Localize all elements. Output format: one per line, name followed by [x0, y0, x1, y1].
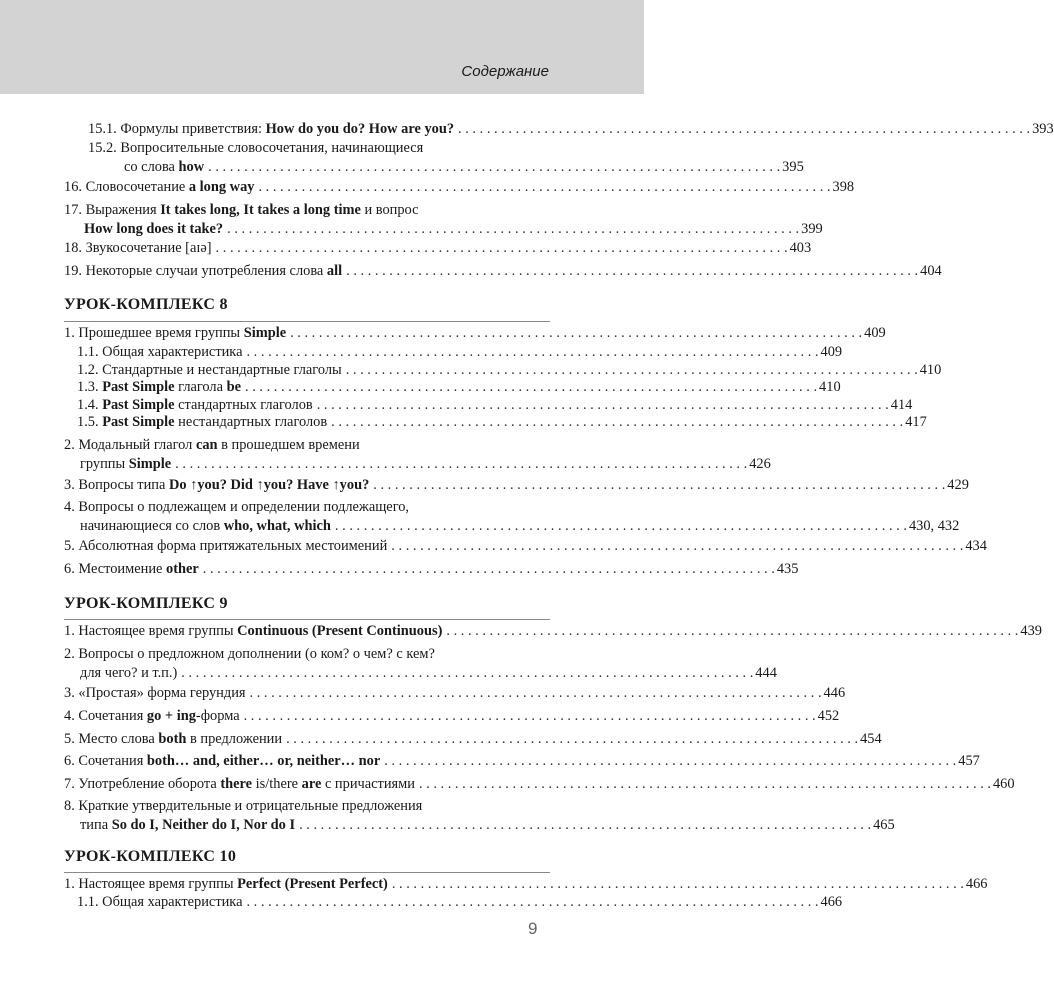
- bold-term: how: [178, 159, 205, 175]
- toc-entry-title: [80, 517, 331, 536]
- toc-entry[interactable]: [64, 324, 886, 343]
- toc-entry-title: [64, 730, 282, 749]
- page-ref: 466: [965, 876, 988, 892]
- dot-leader: . . . . . . . . . . . . . . . . . . . . . . . . . . . . . . . . . . . . . . . . . . . . . . . . . . . . . . . . . . . . . . . . . . . . . . . . . . . . . . . .: [249, 685, 822, 701]
- toc-entry[interactable]: [64, 537, 987, 556]
- dot-leader: . . . . . . . . . . . . . . . . . . . . . . . . . . . . . . . . . . . . . . . . . . . . . . . . . . . . . . . . . . . . . . . . . . . . . . . . . . . . . . . .: [290, 325, 863, 341]
- title-text: типа: [80, 817, 112, 833]
- toc-entry[interactable]: [64, 498, 960, 536]
- bold-term: Simple: [128, 456, 172, 472]
- bold-term: be: [226, 379, 242, 395]
- toc-entry-title: [77, 893, 242, 912]
- page-ref: 399: [801, 221, 823, 237]
- bold-term: both… and, either… or, neither… nor: [146, 753, 381, 769]
- toc-entry[interactable]: [64, 752, 980, 771]
- title-text: 15.1. Формулы приветствия:: [88, 121, 266, 137]
- dot-leader: . . . . . . . . . . . . . . . . . . . . . . . . . . . . . . . . . . . . . . . . . . . . . . . . . . . . . . . . . . . . . . . . . . . . . . . . . . . . . . . .: [391, 538, 964, 554]
- section-heading: УРОК-КОМПЛЕКС 8: [64, 296, 228, 313]
- bold-term: all: [326, 263, 343, 279]
- title-text: 2. Вопросы о предложном дополнении (о ком? о чем? с кем?: [64, 646, 435, 662]
- title-text: глагола: [174, 379, 227, 395]
- dot-leader: . . . . . . . . . . . . . . . . . . . . . . . . . . . . . . . . . . . . . . . . . . . . . . . . . . . . . . . . . . . . . . . . . . . . . . . . . . . . . . . .: [331, 414, 904, 430]
- toc-entry[interactable]: [64, 139, 804, 177]
- page-ref: 457: [958, 753, 980, 769]
- title-text: 19. Некоторые случаи употребления слова: [64, 263, 327, 279]
- dot-leader: . . . . . . . . . . . . . . . . . . . . . . . . . . . . . . . . . . . . . . . . . . . . . . . . . . . . . . . . . . . . . . . . . . . . . . . . . . . . . . . .: [418, 776, 991, 792]
- dot-leader: . . . . . . . . . . . . . . . . . . . . . . . . . . . . . . . . . . . . . . . . . . . . . . . . . . . . . . . . . . . . . . . . . . . . . . . . . . . . . . . .: [258, 179, 831, 195]
- dot-leader: . . . . . . . . . . . . . . . . . . . . . . . . . . . . . . . . . . . . . . . . . . . . . . . . . . . . . . . . . . . . . . . . . . . . . . . . . . . . . . . .: [345, 362, 918, 378]
- toc-entry-title: [80, 816, 295, 835]
- toc-entry-title: [77, 413, 327, 432]
- toc-entry-title: [64, 752, 380, 771]
- toc-entry-title: [64, 262, 342, 281]
- dot-leader: . . . . . . . . . . . . . . . . . . . . . . . . . . . . . . . . . . . . . . . . . . . . . . . . . . . . . . . . . . . . . . . . . . . . . . . . . . . . . . . .: [246, 894, 819, 910]
- title-text: в предложении: [186, 731, 283, 747]
- title-text: 1.4.: [77, 397, 103, 413]
- page-ref: 465: [873, 817, 895, 833]
- toc-entry-title: [64, 239, 212, 258]
- page-ref: 434: [965, 538, 987, 554]
- toc-entry-title: [80, 664, 177, 683]
- page-ref: 398: [832, 179, 855, 195]
- title-text: 4. Вопросы о подлежащем и определении подлежащего,: [64, 499, 410, 515]
- dot-leader: . . . . . . . . . . . . . . . . . . . . . . . . . . . . . . . . . . . . . . . . . . . . . . . . . . . . . . . . . . . . . . . . . . . . . . . . . . . . . . . .: [215, 240, 788, 256]
- toc-entry[interactable]: [64, 893, 843, 912]
- toc-entry-title: [88, 140, 423, 156]
- toc-entry-title: [64, 707, 240, 726]
- toc-entry-title: [64, 622, 442, 641]
- title-text: 1.1. Общая характеристика: [77, 344, 243, 360]
- toc-entry[interactable]: [64, 707, 840, 726]
- section-divider: [64, 321, 550, 322]
- bold-term: It takes long, It takes a long time: [160, 202, 361, 218]
- dot-leader: . . . . . . . . . . . . . . . . . . . . . . . . . . . . . . . . . . . . . . . . . . . . . . . . . . . . . . . . . . . . . . . . . . . . . . . . . . . . . . . .: [391, 876, 964, 892]
- page-ref: 454: [860, 731, 882, 747]
- title-text: 1. Настоящее время группы: [64, 623, 238, 639]
- dot-leader: . . . . . . . . . . . . . . . . . . . . . . . . . . . . . . . . . . . . . . . . . . . . . . . . . . . . . . . . . . . . . . . . . . . . . . . . . . . . . . . .: [384, 753, 957, 769]
- title-text: 1.2. Стандартные и нестандартные глаголы: [77, 362, 342, 378]
- title-text: 17. Выражения: [64, 202, 161, 218]
- dot-leader: . . . . . . . . . . . . . . . . . . . . . . . . . . . . . . . . . . . . . . . . . . . . . . . . . . . . . . . . . . . . . . . . . . . . . . . . . . . . . . . .: [202, 561, 775, 577]
- page-ref: 446: [823, 685, 846, 701]
- running-header-title: Содержание: [461, 63, 549, 80]
- title-text: 8. Краткие утвердительные и отрицательные предложения: [64, 798, 423, 814]
- toc-entry-title: [77, 343, 242, 362]
- bold-term: Past Simple: [102, 414, 175, 430]
- toc-entry-title: [64, 875, 388, 894]
- title-text: 1. Прошедшее время группы: [64, 325, 244, 341]
- dot-leader: . . . . . . . . . . . . . . . . . . . . . . . . . . . . . . . . . . . . . . . . . . . . . . . . . . . . . . . . . . . . . . . . . . . . . . . . . . . . . . . .: [181, 665, 754, 681]
- title-text: 6. Сочетания: [64, 753, 147, 769]
- page-ref: 452: [817, 708, 840, 724]
- title-text: 1. Настоящее время группы: [64, 876, 238, 892]
- toc-entry[interactable]: [64, 775, 1015, 794]
- toc-entry-title: [124, 158, 204, 177]
- dot-leader: . . . . . . . . . . . . . . . . . . . . . . . . . . . . . . . . . . . . . . . . . . . . . . . . . . . . . . . . . . . . . . . . . . . . . . . . . . . . . . . .: [346, 263, 919, 279]
- title-text: 6. Местоимение: [64, 561, 167, 577]
- toc-entry[interactable]: [64, 343, 843, 362]
- bold-term: So do I, Neither do I, Nor do I: [111, 817, 296, 833]
- title-text: 1.1. Общая характеристика: [77, 894, 243, 910]
- bold-term: Simple: [243, 325, 287, 341]
- toc-entry-title: [64, 775, 415, 794]
- toc-entry-title: [64, 202, 419, 218]
- toc-entry-title: [88, 120, 454, 139]
- page-ref: 393: [1032, 121, 1054, 137]
- dot-leader: . . . . . . . . . . . . . . . . . . . . . . . . . . . . . . . . . . . . . . . . . . . . . . . . . . . . . . . . . . . . . . . . . . . . . . . . . . . . . . . .: [446, 623, 1019, 639]
- toc-entry[interactable]: [64, 560, 799, 579]
- title-text: 4. Сочетания: [64, 708, 147, 724]
- dot-leader: . . . . . . . . . . . . . . . . . . . . . . . . . . . . . . . . . . . . . . . . . . . . . . . . . . . . . . . . . . . . . . . . . . . . . . . . . . . . . . . .: [246, 344, 819, 360]
- page-ref: 460: [992, 776, 1015, 792]
- title-text: 3. Вопросы типа: [64, 477, 169, 493]
- title-text: 16. Словосочетание: [64, 179, 189, 195]
- page-ref: 403: [789, 240, 812, 256]
- toc-entry[interactable]: [64, 730, 882, 749]
- toc-entry[interactable]: [64, 262, 942, 281]
- bold-term: Past Simple: [102, 397, 175, 413]
- bold-term: a long way: [188, 179, 255, 195]
- toc-entry[interactable]: [64, 378, 841, 397]
- bold-term: How long does it take?: [84, 221, 224, 237]
- dot-leader: . . . . . . . . . . . . . . . . . . . . . . . . . . . . . . . . . . . . . . . . . . . . . . . . . . . . . . . . . . . . . . . . . . . . . . . . . . . . . . . .: [227, 221, 800, 237]
- dot-leader: . . . . . . . . . . . . . . . . . . . . . . . . . . . . . . . . . . . . . . . . . . . . . . . . . . . . . . . . . . . . . . . . . . . . . . . . . . . . . . . .: [316, 397, 889, 413]
- toc-entry-title: [64, 476, 369, 495]
- dot-leader: . . . . . . . . . . . . . . . . . . . . . . . . . . . . . . . . . . . . . . . . . . . . . . . . . . . . . . . . . . . . . . . . . . . . . . . . . . . . . . . .: [243, 708, 816, 724]
- section-divider: [64, 619, 550, 620]
- title-text: -форма: [195, 708, 240, 724]
- page-ref: 417: [905, 414, 927, 430]
- title-text: и вопрос: [360, 202, 419, 218]
- bold-term: Perfect (Present Perfect): [237, 876, 388, 892]
- dot-leader: . . . . . . . . . . . . . . . . . . . . . . . . . . . . . . . . . . . . . . . . . . . . . . . . . . . . . . . . . . . . . . . . . . . . . . . . . . . . . . . .: [373, 477, 946, 493]
- bold-term: Continuous (Present Continuous): [237, 623, 443, 639]
- toc-entry[interactable]: [64, 239, 812, 258]
- bold-term: are: [301, 776, 322, 792]
- toc-entry[interactable]: [64, 476, 969, 495]
- page-ref: 409: [820, 344, 843, 360]
- toc-entry-title: [64, 178, 254, 197]
- toc-entry[interactable]: [64, 622, 1042, 641]
- section-heading: УРОК-КОМПЛЕКС 9: [64, 595, 228, 612]
- page-ref: 410: [819, 379, 841, 395]
- title-text: 3. «Простая» форма герундия: [64, 685, 246, 701]
- dot-leader: . . . . . . . . . . . . . . . . . . . . . . . . . . . . . . . . . . . . . . . . . . . . . . . . . . . . . . . . . . . . . . . . . . . . . . . . . . . . . . . .: [245, 379, 818, 395]
- title-text: 15.2. Вопросительные словосочетания, начинающиеся: [88, 140, 424, 156]
- bold-term: other: [166, 561, 199, 577]
- title-text: 5. Абсолютная форма притяжательных местоимений: [64, 538, 388, 554]
- toc-entry-title: [64, 684, 246, 703]
- toc-entry-title: [64, 560, 199, 579]
- toc-entry[interactable]: [64, 178, 855, 197]
- page-ref: 409: [864, 325, 886, 341]
- title-text: 18. Звукосочетание [aɪə]: [64, 240, 212, 256]
- bold-term: can: [195, 437, 218, 453]
- toc-entry[interactable]: [64, 684, 846, 703]
- toc-entry-title: [77, 378, 241, 397]
- title-text: в прошедшем времени: [217, 437, 360, 453]
- title-text: 1.5.: [77, 414, 103, 430]
- page-ref: 439: [1020, 623, 1042, 639]
- table-of-contents: [64, 0, 1054, 1000]
- page-ref: 444: [755, 665, 777, 681]
- page-number: 9: [528, 919, 538, 938]
- toc-entry-title: [64, 537, 387, 556]
- bold-term: How do you do? How are you?: [265, 121, 455, 137]
- title-text: is/there: [252, 776, 302, 792]
- toc-entry-title: [64, 499, 409, 515]
- toc-entry[interactable]: [64, 797, 895, 835]
- title-text: стандартных глаголов: [174, 397, 313, 413]
- bold-term: who, what, which: [223, 518, 331, 534]
- title-text: группы: [80, 456, 129, 472]
- toc-entry[interactable]: [64, 201, 823, 239]
- dot-leader: . . . . . . . . . . . . . . . . . . . . . . . . . . . . . . . . . . . . . . . . . . . . . . . . . . . . . . . . . . . . . . . . . . . . . . . . . . . . . . . .: [286, 731, 859, 747]
- dot-leader: . . . . . . . . . . . . . . . . . . . . . . . . . . . . . . . . . . . . . . . . . . . . . . . . . . . . . . . . . . . . . . . . . . . . . . . . . . . . . . . .: [299, 817, 872, 833]
- toc-entry[interactable]: [64, 875, 988, 894]
- section-heading: УРОК-КОМПЛЕКС 10: [64, 848, 237, 865]
- toc-entry[interactable]: [64, 436, 771, 474]
- page-ref: 430, 432: [908, 518, 960, 534]
- toc-entry[interactable]: [64, 413, 927, 432]
- title-text: для чего? и т.п.): [80, 665, 178, 681]
- title-text: 5. Место слова: [64, 731, 159, 747]
- page-ref: 414: [890, 397, 913, 413]
- title-text: с причастиями: [321, 776, 415, 792]
- bold-term: there: [220, 776, 253, 792]
- page-ref: 410: [919, 362, 942, 378]
- dot-leader: . . . . . . . . . . . . . . . . . . . . . . . . . . . . . . . . . . . . . . . . . . . . . . . . . . . . . . . . . . . . . . . . . . . . . . . . . . . . . . . .: [208, 159, 781, 175]
- title-text: со слова: [124, 159, 179, 175]
- page-ref: 404: [920, 263, 942, 279]
- dot-leader: . . . . . . . . . . . . . . . . . . . . . . . . . . . . . . . . . . . . . . . . . . . . . . . . . . . . . . . . . . . . . . . . . . . . . . . . . . . . . . . .: [458, 121, 1031, 137]
- toc-entry-title: [84, 220, 223, 239]
- dot-leader: . . . . . . . . . . . . . . . . . . . . . . . . . . . . . . . . . . . . . . . . . . . . . . . . . . . . . . . . . . . . . . . . . . . . . . . . . . . . . . . .: [175, 456, 748, 472]
- page-ref: 466: [820, 894, 843, 910]
- toc-entry[interactable]: [64, 645, 777, 683]
- toc-entry[interactable]: [64, 120, 1054, 139]
- toc-entry-title: [64, 798, 422, 814]
- page-ref: 435: [776, 561, 799, 577]
- page-ref: 395: [782, 159, 804, 175]
- toc-entry-title: [64, 437, 360, 453]
- page-ref: 426: [749, 456, 771, 472]
- bold-term: go + ing: [146, 708, 196, 724]
- title-text: 1.3.: [77, 379, 103, 395]
- bold-term: Past Simple: [102, 379, 175, 395]
- toc-entry-title: [80, 455, 171, 474]
- title-text: 2. Модальный глагол: [64, 437, 196, 453]
- title-text: начинающиеся со слов: [80, 518, 224, 534]
- bold-term: both: [158, 731, 187, 747]
- bold-term: Do ↑you? Did ↑you? Have ↑you?: [168, 477, 370, 493]
- page-ref: 429: [947, 477, 969, 493]
- toc-entry-title: [64, 324, 286, 343]
- section-divider: [64, 872, 550, 873]
- toc-entry-title: [64, 646, 435, 662]
- title-text: 7. Употребление оборота: [64, 776, 221, 792]
- dot-leader: . . . . . . . . . . . . . . . . . . . . . . . . . . . . . . . . . . . . . . . . . . . . . . . . . . . . . . . . . . . . . . . . . . . . . . . . . . . . . . . .: [334, 518, 907, 534]
- title-text: нестандартных глаголов: [174, 414, 328, 430]
